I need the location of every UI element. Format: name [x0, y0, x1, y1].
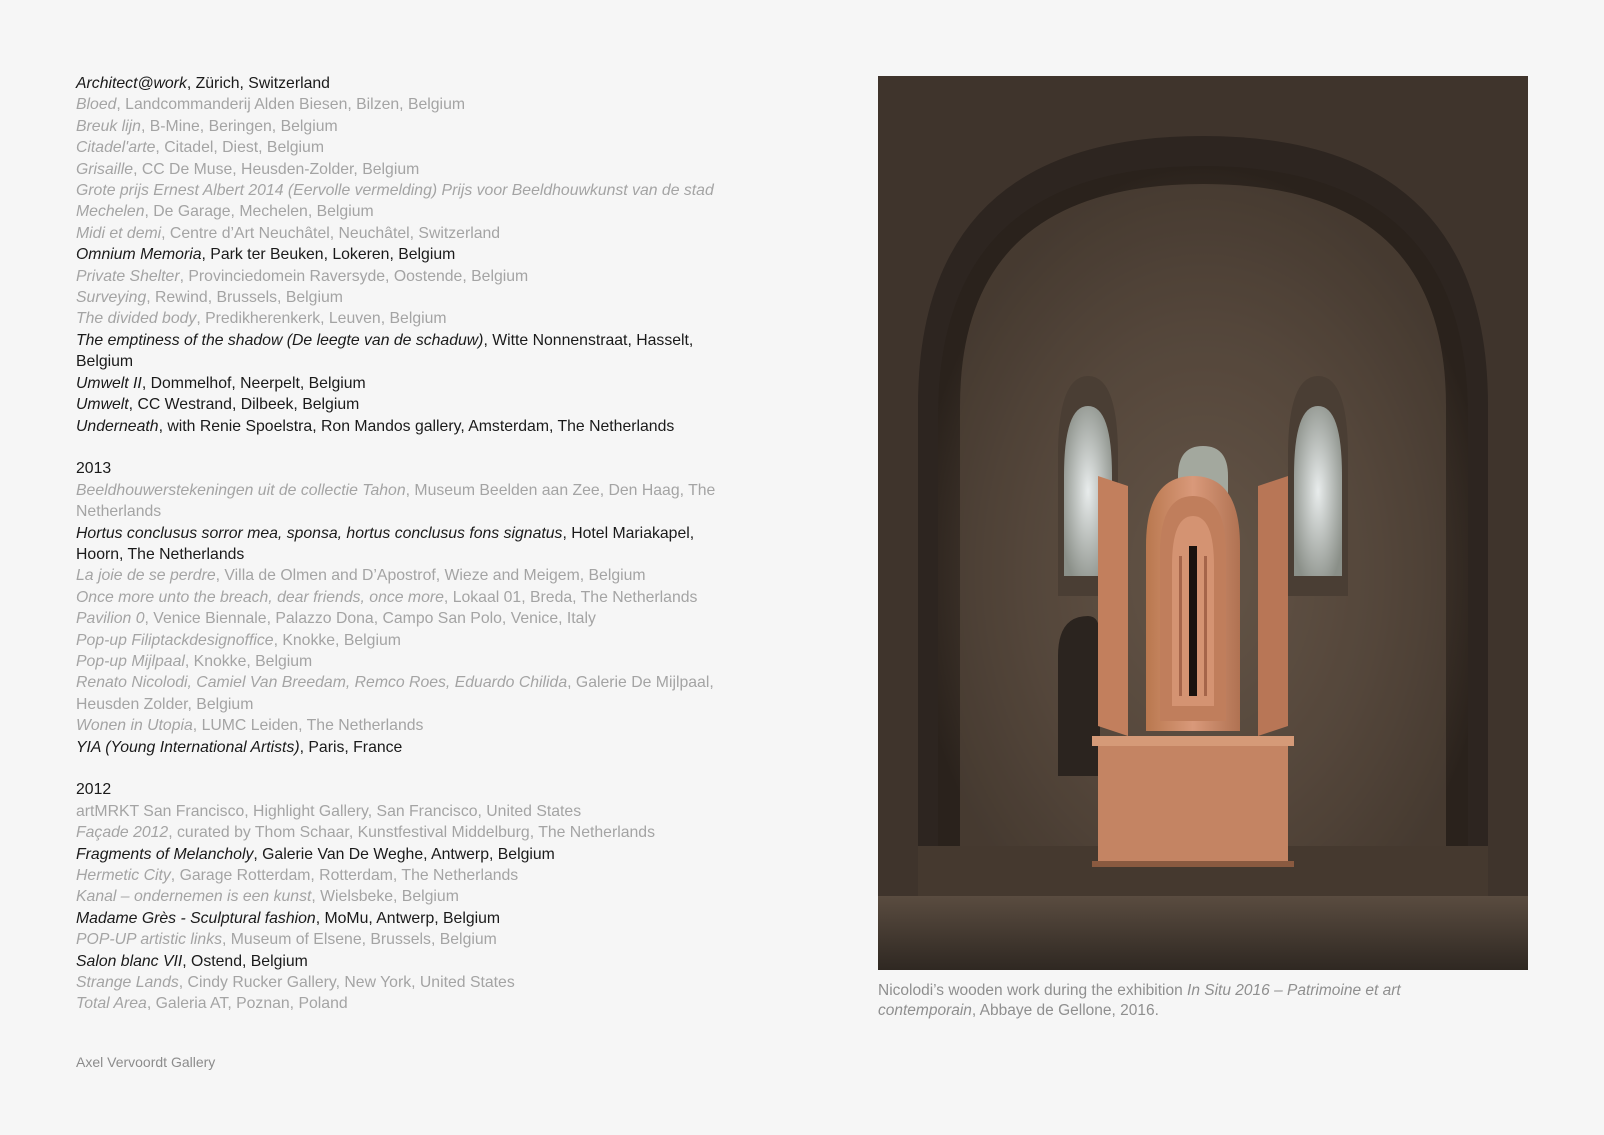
exhibition-venue: , Zürich, Switzerland [186, 75, 330, 92]
exhibition-venue: , Villa de Olmen and D’Apostrof, Wieze and Meigem, Belgium [215, 567, 646, 585]
exhibition-entry [76, 223, 736, 244]
exhibition-title: The divided body [76, 310, 197, 328]
exhibition-venue: , Landcommanderij Alden Biesen, Bilzen, Belgium [116, 96, 466, 114]
exhibition-entry [76, 630, 736, 651]
exhibition-title: Architect@work [76, 75, 187, 92]
exhibition-entry [76, 865, 736, 886]
chapel-sculpture-image [878, 76, 1528, 970]
exhibition-entry [76, 737, 736, 758]
exhibition-entry [76, 929, 736, 950]
exhibition-venue: , Knokke, Belgium [184, 652, 313, 670]
exhibition-title: Strange Lands [76, 974, 179, 992]
exhibition-venue: , Galeria AT, Poznan, Poland [146, 995, 348, 1013]
exhibition-venue: , Hotel Mariakapel, Hoorn, The Netherlands [76, 524, 695, 563]
exhibition-entry [76, 801, 736, 822]
exhibition-title: Bloed [76, 96, 117, 114]
exhibition-group-top [76, 73, 736, 437]
exhibition-title: Pavilion 0 [76, 610, 145, 628]
exhibition-photo [878, 76, 1528, 970]
exhibition-title: YIA (Young International Artists) [76, 738, 300, 756]
exhibition-title: Pop-up Mijlpaal [76, 652, 185, 670]
exhibition-venue: , Wielsbeke, Belgium [311, 888, 459, 906]
caption-text: Nicolodi’s wooden work during the exhibition [878, 982, 1188, 999]
exhibition-entry [76, 972, 736, 993]
exhibition-title: Midi et demi [76, 224, 162, 242]
exhibition-title: Renato Nicolodi, Camiel Van Breedam, Remco Roes, Eduardo Chilida [76, 674, 568, 692]
exhibition-title: Omnium Memoria [76, 246, 202, 264]
exhibition-title: Kanal – ondernemen is een kunst [76, 888, 312, 906]
exhibition-entry [76, 908, 736, 929]
exhibition-entry [76, 73, 736, 94]
exhibition-entry [76, 608, 736, 629]
year-heading-2012: 2012 [76, 781, 112, 799]
exhibition-title: Umwelt [76, 396, 129, 414]
exhibition-venue: , Museum of Elsene, Brussels, Belgium [222, 931, 497, 949]
exhibition-entry [76, 330, 736, 373]
exhibition-venue: , Galerie De Mijlpaal, Heusden Zolder, Belgium [76, 674, 714, 713]
exhibition-title: Hermetic City [76, 867, 171, 884]
exhibition-entry [76, 565, 736, 586]
exhibition-list [76, 73, 736, 1015]
exhibition-entry [76, 951, 736, 972]
exhibition-title: Underneath [76, 417, 159, 435]
year-heading-2013: 2013 [76, 460, 112, 478]
exhibition-venue: , with Renie Spoelstra, Ron Mandos gallery, Amsterdam, The Netherlands [158, 417, 675, 435]
exhibition-entry [76, 416, 736, 437]
exhibition-venue: , Paris, France [299, 738, 403, 756]
exhibition-title: Umwelt II [76, 374, 142, 392]
exhibition-venue: , CC Westrand, Dilbeek, Belgium [128, 396, 360, 414]
exhibition-entry [76, 587, 736, 608]
photo-caption [878, 981, 1478, 1021]
exhibition-title: Grisaille [76, 160, 134, 178]
exhibition-venue: , Rewind, Brussels, Belgium [146, 289, 343, 307]
exhibition-entry [76, 159, 736, 180]
exhibition-venue: , Lokaal 01, Breda, The Netherlands [443, 588, 698, 606]
exhibition-title: Once more unto the breach, dear friends, once more [76, 588, 444, 606]
exhibition-venue: , Galerie Van De Weghe, Antwerp, Belgium [253, 845, 555, 863]
exhibition-entry [76, 94, 736, 115]
exhibition-title: Surveying [76, 289, 147, 307]
exhibition-entry [76, 180, 736, 223]
exhibition-title: POP-UP artistic links [76, 931, 222, 949]
exhibition-venue: , Predikherenkerk, Leuven, Belgium [196, 310, 447, 328]
exhibition-entry [76, 308, 736, 329]
exhibition-title: Breuk lijn [76, 117, 141, 135]
exhibition-entry [76, 523, 736, 566]
exhibition-venue: , Knokke, Belgium [273, 631, 401, 649]
exhibition-entry [76, 844, 736, 865]
exhibition-entry [76, 651, 736, 672]
exhibition-entry [76, 715, 736, 736]
exhibition-title: Wonen in Utopia [76, 717, 193, 735]
exhibition-group-2013 [76, 480, 736, 758]
exhibition-venue: , Cindy Rucker Gallery, New York, United States [178, 974, 515, 992]
exhibition-title: Private Shelter [76, 267, 180, 285]
exhibition-venue: , Provinciedomein Raversyde, Oostende, Belgium [179, 267, 529, 285]
exhibition-title: Pop-up Filiptackdesignoffice [76, 631, 274, 649]
exhibition-venue: , Ostend, Belgium [182, 952, 308, 970]
caption-exhibition-title: In Situ 2016 – Patrimoine et art contemporain [878, 982, 1401, 1019]
exhibition-title: Madame Grès - Sculptural fashion [76, 909, 316, 927]
exhibition-title: Salon blanc VII [76, 952, 183, 970]
exhibition-title: Beeldhouwerstekeningen uit de collectie Tahon [76, 481, 406, 499]
page-footer: Axel Vervoordt Gallery [76, 1054, 216, 1070]
exhibition-venue: , LUMC Leiden, The Netherlands [192, 717, 424, 735]
exhibition-venue: , Park ter Beuken, Lokeren, Belgium [201, 246, 456, 264]
exhibition-entry [76, 266, 736, 287]
exhibition-entry [76, 672, 736, 715]
exhibition-entry [76, 394, 736, 415]
exhibition-entry [76, 373, 736, 394]
exhibition-entry [76, 993, 736, 1014]
exhibition-venue: , Garage Rotterdam, Rotterdam, The Netherlands [170, 867, 519, 884]
exhibition-venue: , Dommelhof, Neerpelt, Belgium [141, 374, 366, 392]
exhibition-venue: , curated by Thom Schaar, Kunstfestival Middelburg, The Netherlands [168, 824, 655, 842]
exhibition-venue: , CC De Muse, Heusden-Zolder, Belgium [133, 160, 420, 178]
exhibition-entry [76, 886, 736, 907]
exhibition-title: The emptiness of the shadow (De leegte van de schaduw) [76, 331, 484, 349]
exhibition-group-2012 [76, 801, 736, 1015]
exhibition-entry [76, 137, 736, 158]
exhibition-title: Grote prijs Ernest Albert 2014 (Eervolle vermelding) Prijs voor Beeldhouwkunst van de stad Mechelen [76, 182, 714, 221]
exhibition-venue: , Centre d’Art Neuchâtel, Neuchâtel, Switzerland [161, 224, 501, 242]
exhibition-title: Citadel'arte [76, 139, 156, 157]
caption-text-end: , Abbaye de Gellone, 2016. [971, 1002, 1159, 1019]
exhibition-venue: , B-Mine, Beringen, Belgium [140, 117, 338, 135]
exhibition-entry [76, 480, 736, 523]
exhibition-title: Fragments of Melancholy [76, 845, 254, 863]
exhibition-entry [76, 822, 736, 843]
exhibition-entry [76, 116, 736, 137]
exhibition-venue: , De Garage, Mechelen, Belgium [144, 203, 374, 221]
exhibition-venue: artMRKT San Francisco, Highlight Gallery, San Francisco, United States [76, 802, 582, 820]
exhibition-entry [76, 244, 736, 265]
exhibition-title: Façade 2012 [76, 824, 169, 842]
exhibition-title: Hortus conclusus sorror mea, sponsa, hortus conclusus fons signatus [76, 524, 563, 542]
exhibition-venue: , Citadel, Diest, Belgium [155, 139, 324, 157]
exhibition-venue: , Witte Nonnenstraat, Hasselt, Belgium [76, 331, 694, 371]
exhibition-entry [76, 287, 736, 308]
exhibition-title: Total Area [76, 995, 147, 1013]
exhibition-venue: , MoMu, Antwerp, Belgium [315, 909, 501, 927]
exhibition-venue: , Museum Beelden aan Zee, Den Haag, The Netherlands [76, 481, 716, 521]
exhibition-venue: , Venice Biennale, Palazzo Dona, Campo San Polo, Venice, Italy [144, 610, 596, 628]
exhibition-title: La joie de se perdre [76, 567, 216, 585]
